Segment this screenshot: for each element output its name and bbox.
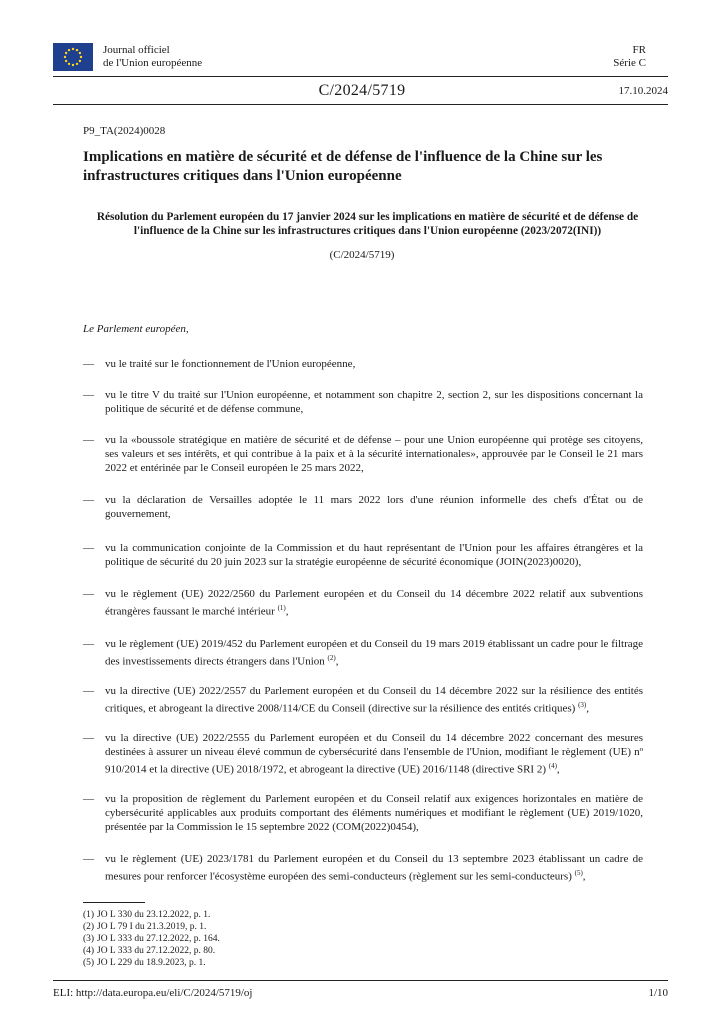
eu-flag-logo (53, 43, 93, 71)
clause-item (83, 541, 643, 569)
footnote-ref: (3) (578, 701, 587, 709)
journal-line-1: Journal officiel (103, 44, 170, 56)
clause-text: vu le titre V du traité sur l'Union européenne, et notamment son chapitre 2, section 2, sur les dispositions concernant la politique de sécurité et de défense commune, (105, 389, 643, 415)
clause-text: vu la directive (UE) 2022/2557 du Parlement européen et du Conseil du 14 décembre 2022 sur la résilience des entités critiques, et abrogeant la directive 2008/114/CE du Conseil (directive sur la résilience des entités critiques) $^{(3)}$, (105, 685, 643, 715)
footnote-ref: (4) (548, 762, 557, 770)
footnote-ref: (2) (327, 654, 336, 662)
clause-item (83, 493, 643, 521)
clause-text: vu le règlement (UE) 2019/452 du Parlement européen et du Conseil du 19 mars 2019 établissant un cadre pour le filtrage des investissements directs étrangers dans l'Union $^{(2)}$, (105, 638, 643, 668)
clause-item (83, 587, 643, 619)
eu-stars-icon (53, 43, 93, 71)
dash-marker: — (83, 732, 94, 744)
clause-item (83, 433, 643, 475)
footnote-mark: (5) (83, 958, 95, 968)
clause-text: vu la communication conjointe de la Commission et du haut représentant de l'Union pour les affaires étrangères et la politique de sécurité du 20 juin 2023 sur la stratégie européenne de sécurité économique (JOIN(2023)0020), (105, 542, 643, 568)
footnote-rule (83, 902, 145, 903)
document-number: C/2024/5719 (318, 82, 406, 99)
clause-item (83, 852, 643, 884)
footnote (83, 945, 215, 957)
footnote (83, 933, 220, 945)
dash-marker: — (83, 853, 94, 865)
footnote-text: JO L 333 du 27.12.2022, p. 164. (97, 934, 220, 944)
footnote-ref: (5) (574, 869, 583, 877)
header-rule-2 (53, 104, 668, 105)
publication-date: 17.10.2024 (618, 85, 668, 97)
footnote-text: JO L 79 I du 21.3.2019, p. 1. (97, 922, 207, 932)
footnote-mark: (1) (83, 910, 95, 920)
dash-marker: — (83, 638, 94, 650)
dash-marker: — (83, 389, 94, 401)
dash-marker: — (83, 434, 94, 446)
clause-text: vu la «boussole stratégique en matière de sécurité et de défense – pour une Union européenne qui protège ses citoyens, ses valeurs et ses intérêts, et qui contribue à la paix et à la sécurité internationales», approuvée par le Conseil le 21 mars 2022 et entérinée par le Conseil européen le 25 mars 2022, (105, 434, 643, 474)
document-reference: (C/2024/5719) (329, 249, 395, 261)
eli-link[interactable]: ELI: http://data.europa.eu/eli/C/2024/5719/oj (53, 987, 253, 999)
clause-text: vu la déclaration de Versailles adoptée le 11 mars 2022 lors d'une réunion informelle des chefs d'État ou de gouvernement, (105, 494, 643, 520)
footer-rule (53, 980, 668, 981)
footnote-ref: (1) (277, 604, 286, 612)
clause-item (83, 388, 643, 416)
footnote (83, 921, 206, 933)
footnote-text: JO L 333 du 27.12.2022, p. 80. (97, 946, 216, 956)
clause-item (83, 731, 643, 777)
dash-marker: — (83, 494, 94, 506)
page-number: 1/10 (648, 987, 668, 999)
procedure-reference: P9_TA(2024)0028 (83, 125, 166, 137)
clause-item (83, 684, 643, 716)
footnote-mark: (4) (83, 946, 95, 956)
footnote-text: JO L 229 du 18.9.2023, p. 1. (97, 958, 206, 968)
clause-text: vu la proposition de règlement du Parlement européen et du Conseil relatif aux exigences horizontales en matière de cybersécurité applicables aux produits comportant des éléments numériques et modifiant le règlement (UE) 2019/1020, présentée par la Commission le 15 septembre 2022 (COM(2022)0454), (105, 793, 643, 833)
series-label: Série C (613, 57, 646, 69)
intro-line: Le Parlement européen, (83, 323, 189, 335)
footnote (83, 909, 210, 921)
footnote-text: JO L 330 du 23.12.2022, p. 1. (97, 910, 211, 920)
clause-item (83, 637, 643, 669)
clause-text: vu le règlement (UE) 2023/1781 du Parlement européen et du Conseil du 13 septembre 2023 établissant un cadre de mesures pour renforcer l'écosystème européen des semi-conducteurs (règlement sur les semi-conducteurs) $^{(5)}$, (105, 853, 643, 883)
footnote-mark: (2) (83, 922, 95, 932)
clause-text: vu la directive (UE) 2022/2555 du Parlement européen et du Conseil du 14 décembre 2022 concernant des mesures destinées à assurer un niveau élevé commun de cybersécurité dans l'ensemble de l'Union, modifiant le règlement (UE) nº 910/2014 et la directive (UE) 2018/1972, et abrogeant la directive (UE) 2016/1148 (directive SRI 2) $^{(4)}$, (105, 732, 643, 776)
language-code: FR (632, 44, 646, 56)
dash-marker: — (83, 588, 94, 600)
header-series-block (613, 44, 646, 70)
dash-marker: — (83, 685, 94, 697)
dash-marker: — (83, 793, 94, 805)
clause-text: vu le traité sur le fonctionnement de l'Union européenne, (105, 358, 356, 370)
footnote (83, 957, 206, 969)
dash-marker: — (83, 358, 94, 370)
page-title: Implications en matière de sécurité et de défense de l'influence de la Chine sur les infrastructures critiques dans l'Union européenne (83, 149, 603, 184)
footnote-mark: (3) (83, 934, 95, 944)
dash-marker: — (83, 542, 94, 554)
clause-item (83, 357, 643, 371)
header-rule (53, 76, 668, 77)
journal-line-2: de l'Union européenne (103, 57, 203, 69)
resolution-subtitle: Résolution du Parlement européen du 17 janvier 2024 sur les implications en matière de sécurité et de défense de l'influence de la Chine sur les infrastructures critiques dans l'Union européenne (2023/2072(INI)) (96, 211, 639, 237)
clause-text: vu le règlement (UE) 2022/2560 du Parlement européen et du Conseil du 14 décembre 2022 relatif aux subventions étrangères faussant le marché intérieur $^{(1)}$, (105, 588, 643, 618)
clause-item (83, 792, 643, 834)
journal-title (103, 44, 202, 70)
